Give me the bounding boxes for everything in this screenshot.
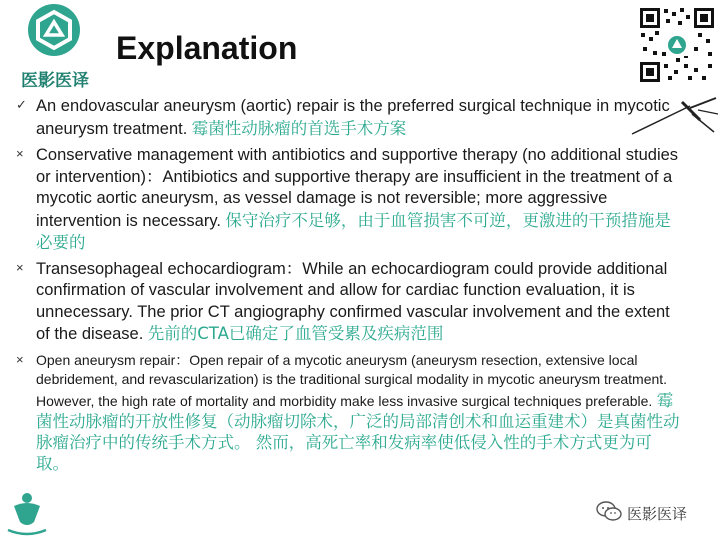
logo-emblem-icon [28, 4, 80, 56]
list-item [14, 145, 684, 254]
item-text-en: Conservative management with antibiotics and supportive therapy (no additional studies or intervention)：Antibiotics and supportive therapy are insufficient in the treatment of a mycotic aortic aneurysm, as vessel damage is not reversible; more aggressive intervention is necessary. [36, 146, 679, 230]
cross-icon: × [16, 259, 24, 275]
logo-text: 医影医译 [21, 71, 89, 91]
item-text-cn: 保守治疗不足够，由于血管损害不可逆，更激进的干预措施是必要的 [36, 210, 671, 252]
item-text-en: Open aneurysm repair：Open repair of a mycotic aneurysm (aneurysm resection, extensive local debridement, and revascularization) is the traditional surgical modality in mycotic aneurysm treatment. However, the high rate of mortality and morbidity make less invasive surgical techniques preferable. [36, 351, 668, 409]
item-text-cn: 先前的CTA已确定了血管受累及疾病范围 [147, 324, 444, 343]
item-text-en: An endovascular aneurysm (aortic) repair is the preferred surgical technique in mycotic aneurysm treatment. [36, 97, 670, 138]
list-item [14, 96, 684, 140]
footer-logo-icon [4, 488, 50, 536]
wechat-label: 医影医译 [627, 505, 688, 523]
explanation-list [14, 96, 684, 479]
cross-icon: × [16, 351, 24, 367]
item-text-en: Transesophageal echocardiogram：While an echocardiogram could provide additional confirmation of vascular involvement and allow for cardiac function evaluation, it is unnecessary. The prior CT angiography confirmed vascular involvement and the extent of the disease. [36, 259, 670, 343]
list-item [14, 351, 684, 475]
cross-icon: × [16, 146, 24, 161]
page-title: Explanation [116, 30, 298, 66]
item-text-cn: 霉菌性动脉瘤的开放性修复（动脉瘤切除术，广泛的局部清创术和血运重建术）是真菌性动脉瘤治疗中的传统手术方式。 然而，高死亡率和发病率使低侵入性的手术方式更为可取。 [36, 390, 680, 473]
list-item [14, 259, 684, 346]
brand-logo [10, 4, 100, 90]
wechat-account [596, 500, 687, 527]
qr-code [638, 6, 716, 84]
wechat-icon [596, 500, 622, 527]
item-text-cn: 霉菌性动脉瘤的首选手术方案 [191, 118, 407, 138]
check-icon: ✓ [16, 97, 27, 112]
